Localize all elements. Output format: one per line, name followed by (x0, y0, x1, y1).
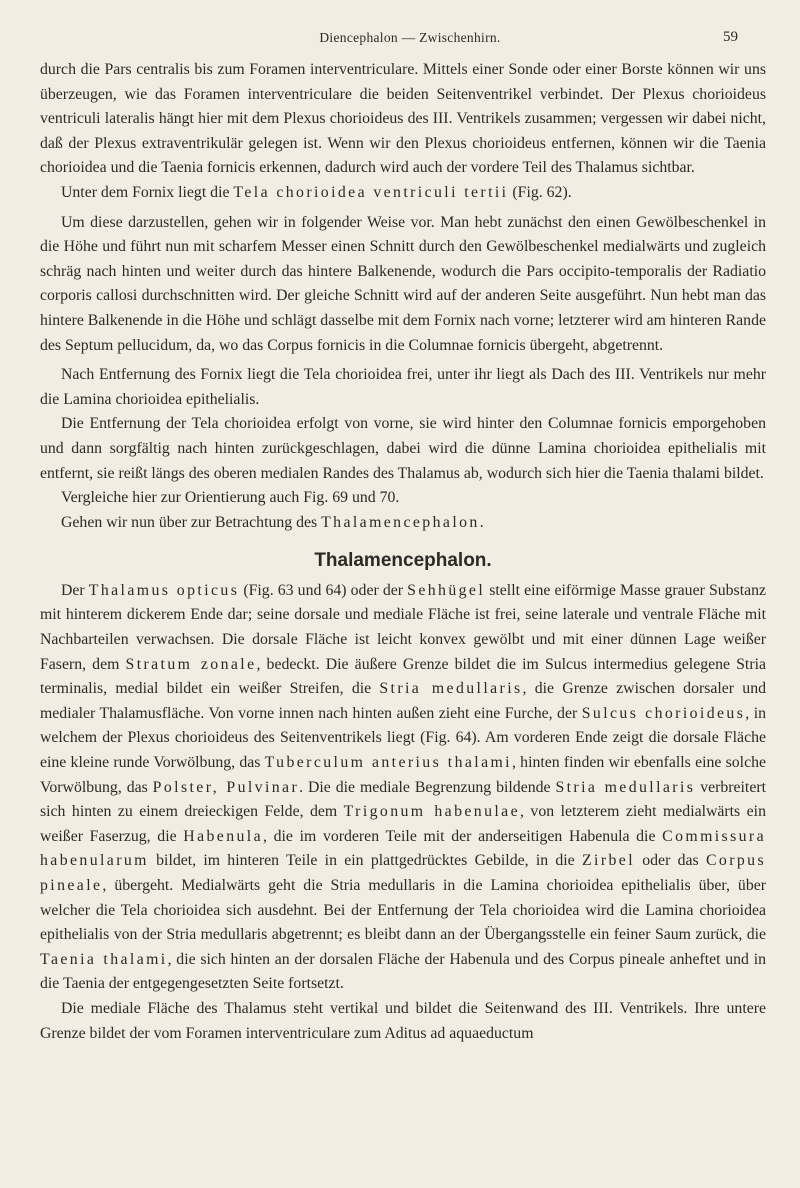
paragraph (40, 363, 766, 412)
spaced-term: Sulcus chorioideus (581, 704, 746, 722)
spaced-term: Tuberculum anterius thalami (264, 754, 512, 772)
page-number: 59 (723, 29, 738, 45)
spaced-term: Stratum zonale (125, 655, 257, 673)
paragraph (40, 997, 766, 1046)
text-run: , die im vorderen Teile mit der anderseitigen Habenula die (263, 827, 663, 845)
spaced-term: Taenia thalami (40, 950, 168, 968)
text-run: durch die Pars centralis bis zum Foramen interventriculare. Mittels einer Sonde oder einer Borste können wir uns überzeugen, wie das Foramen interventriculare die beiden Seitenventrikel verbindet. Der Plexus chorioideus ventriculi lateralis hängt hier mit dem Plexus chorioideus des III. Ventrikels zusammen; vergessen wir dabei nicht, daß der Plexus extraventrikulär gelegen ist. Wenn wir den Plexus chorioideus entfernen, können wir die Taenia chorioidea und die Taenia fornicis erkennen, dadurch wird auch der vordere Teil des Thalamus sichtbar. (40, 61, 766, 177)
text-run: , die sich hinten an der dorsalen Fläche der Habenula und des Corpus pineale anheftet und in die Taenia der entgegengesetzten Seite fortsetzt. (40, 950, 766, 993)
spaced-term: Thalamencephalon (321, 513, 480, 531)
text-run: , bedeckt. Die äußere Grenze bildet die im Sulcus intermedius gelegene Stria terminalis, medial bildet ein weißer Streifen, die (40, 655, 766, 698)
spaced-term: Thalamus opticus (88, 581, 240, 599)
text-run: Nach Entfernung des Fornix liegt die Tela chorioidea frei, unter ihr liegt als Dach des III. Ventrikels nur mehr die Lamina chorioidea epithelialis. (40, 366, 766, 408)
text-run: bildet, im hinteren Teile in ein plattgedrücktes Gebilde, in die (148, 852, 582, 870)
text-run: . (479, 513, 484, 531)
section-heading: Thalamencephalon. (314, 550, 492, 572)
text-run: verbreitert sich hinten zu einem dreieckigen Felde, dem (40, 778, 766, 821)
text-run: Die Entfernung der Tela chorioidea erfolgt von vorne, sie wird hinter den Columnae fornicis emporgehoben und dann sorgfältig nach hinten zurückgeschlagen, dabei wird die dünne Lamina chorioidea epithelialis mit entfernt, sie reißt längs des oberen medialen Randes des Thalamus ab, wodurch sich hier die Taenia thalami bildet. (40, 415, 766, 482)
spaced-term: Corpus pineale (40, 852, 766, 894)
text-run: (Fig. 62). (508, 183, 572, 201)
text-run: stellt eine eiförmige Masse grauer Substanz mit hinterem dickerem Ende dar; seine dorsale und mediale Fläche ist frei, seine laterale und ventrale Fläche mit Nachbarteilen verwachsen. Die dorsale Fläche ist leicht konvex gewölbt und mit einer dünnen Lage weißer Fasern, dem (40, 581, 767, 673)
text-run: , in welchem der Plexus chorioideus des Seitenventrikels liegt (Fig. 64). Am vorderen Ende zeigt die dorsale Fläche eine kleine runde Vorwölbung, das (40, 704, 766, 772)
spaced-term: Zirbel (581, 852, 635, 870)
spaced-term: Habenula (183, 827, 264, 845)
paragraph (40, 412, 766, 486)
text-run: Um diese darzustellen, gehen wir in folgender Weise vor. Man hebt zunächst den einen Gewölbeschenkel in die Höhe und führt nun mit scharfem Messer einen Schnitt durch den Gewölbeschenkel medialwärts und zugleich schräg nach hinten und weiter durch das hintere Balkenende, wodurch die Pars occipito-temporalis der Radiatio corporis callosi durchschnitten wird. Der gleiche Schnitt wird auf der anderen Seite ausgeführt. Nun hebt man das hintere Balkenende in die Höhe und schlägt dasselbe mit dem Fornix nach vorne; letzterer wird am hinteren Rande des Septum pellucidum, da, wo das Corpus fornicis in die Columnae fornicis übergeht, abgetrennt. (40, 213, 766, 354)
spaced-term: Tela chorioidea ventriculi tertii (233, 183, 509, 201)
page-body (40, 58, 766, 1046)
running-head: Diencephalon — Zwischenhirn. (319, 30, 501, 45)
spaced-term: Stria medullaris (379, 680, 523, 698)
paragraph (40, 579, 766, 997)
text-run: , übergeht. Medialwärts geht die Stria medullaris in die Lamina chorioidea epithelialis über, über welcher die Tela chorioidea sich ausdehnt. Bei der Entfernung der Tela chorioidea wird die Lamina chorioidea epithelialis von der Stria medullaris abgetrennt; es bleibt dann an der Übergangsstelle ein feiner Saum zurück, die (40, 877, 766, 944)
paragraph (40, 181, 766, 206)
spaced-term: Sehhügel (407, 581, 486, 599)
text-run: oder das (634, 852, 706, 870)
paragraph (40, 58, 766, 181)
spaced-term: Stria medullaris (555, 778, 696, 796)
text-run: . Die die mediale Begrenzung bildende (299, 778, 556, 796)
page-header (20, 20, 800, 50)
text-run: , die Grenze zwischen dorsaler und medialer Thalamusfläche. Von vorne innen nach hinten außen zieht eine Furche, der (40, 680, 766, 722)
spaced-term: Trigonum habenulae (343, 803, 520, 821)
text-run: Gehen wir nun über zur Betrachtung des (61, 513, 322, 531)
paragraph (40, 511, 766, 536)
spaced-term: Polster, Pulvinar (152, 778, 300, 796)
paragraph (40, 211, 766, 359)
paragraph (40, 486, 766, 511)
text-run: Unter dem Fornix liegt die (61, 183, 234, 201)
text-run: , von letzterem zieht medialwärts ein weißer Faserzug, die (40, 803, 766, 845)
spaced-term: Commissura habenularum (40, 827, 767, 870)
text-run: (Fig. 63 und 64) oder der (239, 581, 408, 599)
text-run: Der (61, 581, 89, 599)
text-run: Vergleiche hier zur Orientierung auch Fig. 69 und 70. (61, 489, 400, 507)
text-run: Die mediale Fläche des Thalamus steht vertikal und bildet die Seitenwand des III. Ventrikels. Ihre untere Grenze bildet der vom Foramen interventriculare zum Aditus ad aquaeductum (40, 999, 766, 1042)
text-run: , hinten finden wir ebenfalls eine solche Vorwölbung, das (40, 754, 766, 796)
